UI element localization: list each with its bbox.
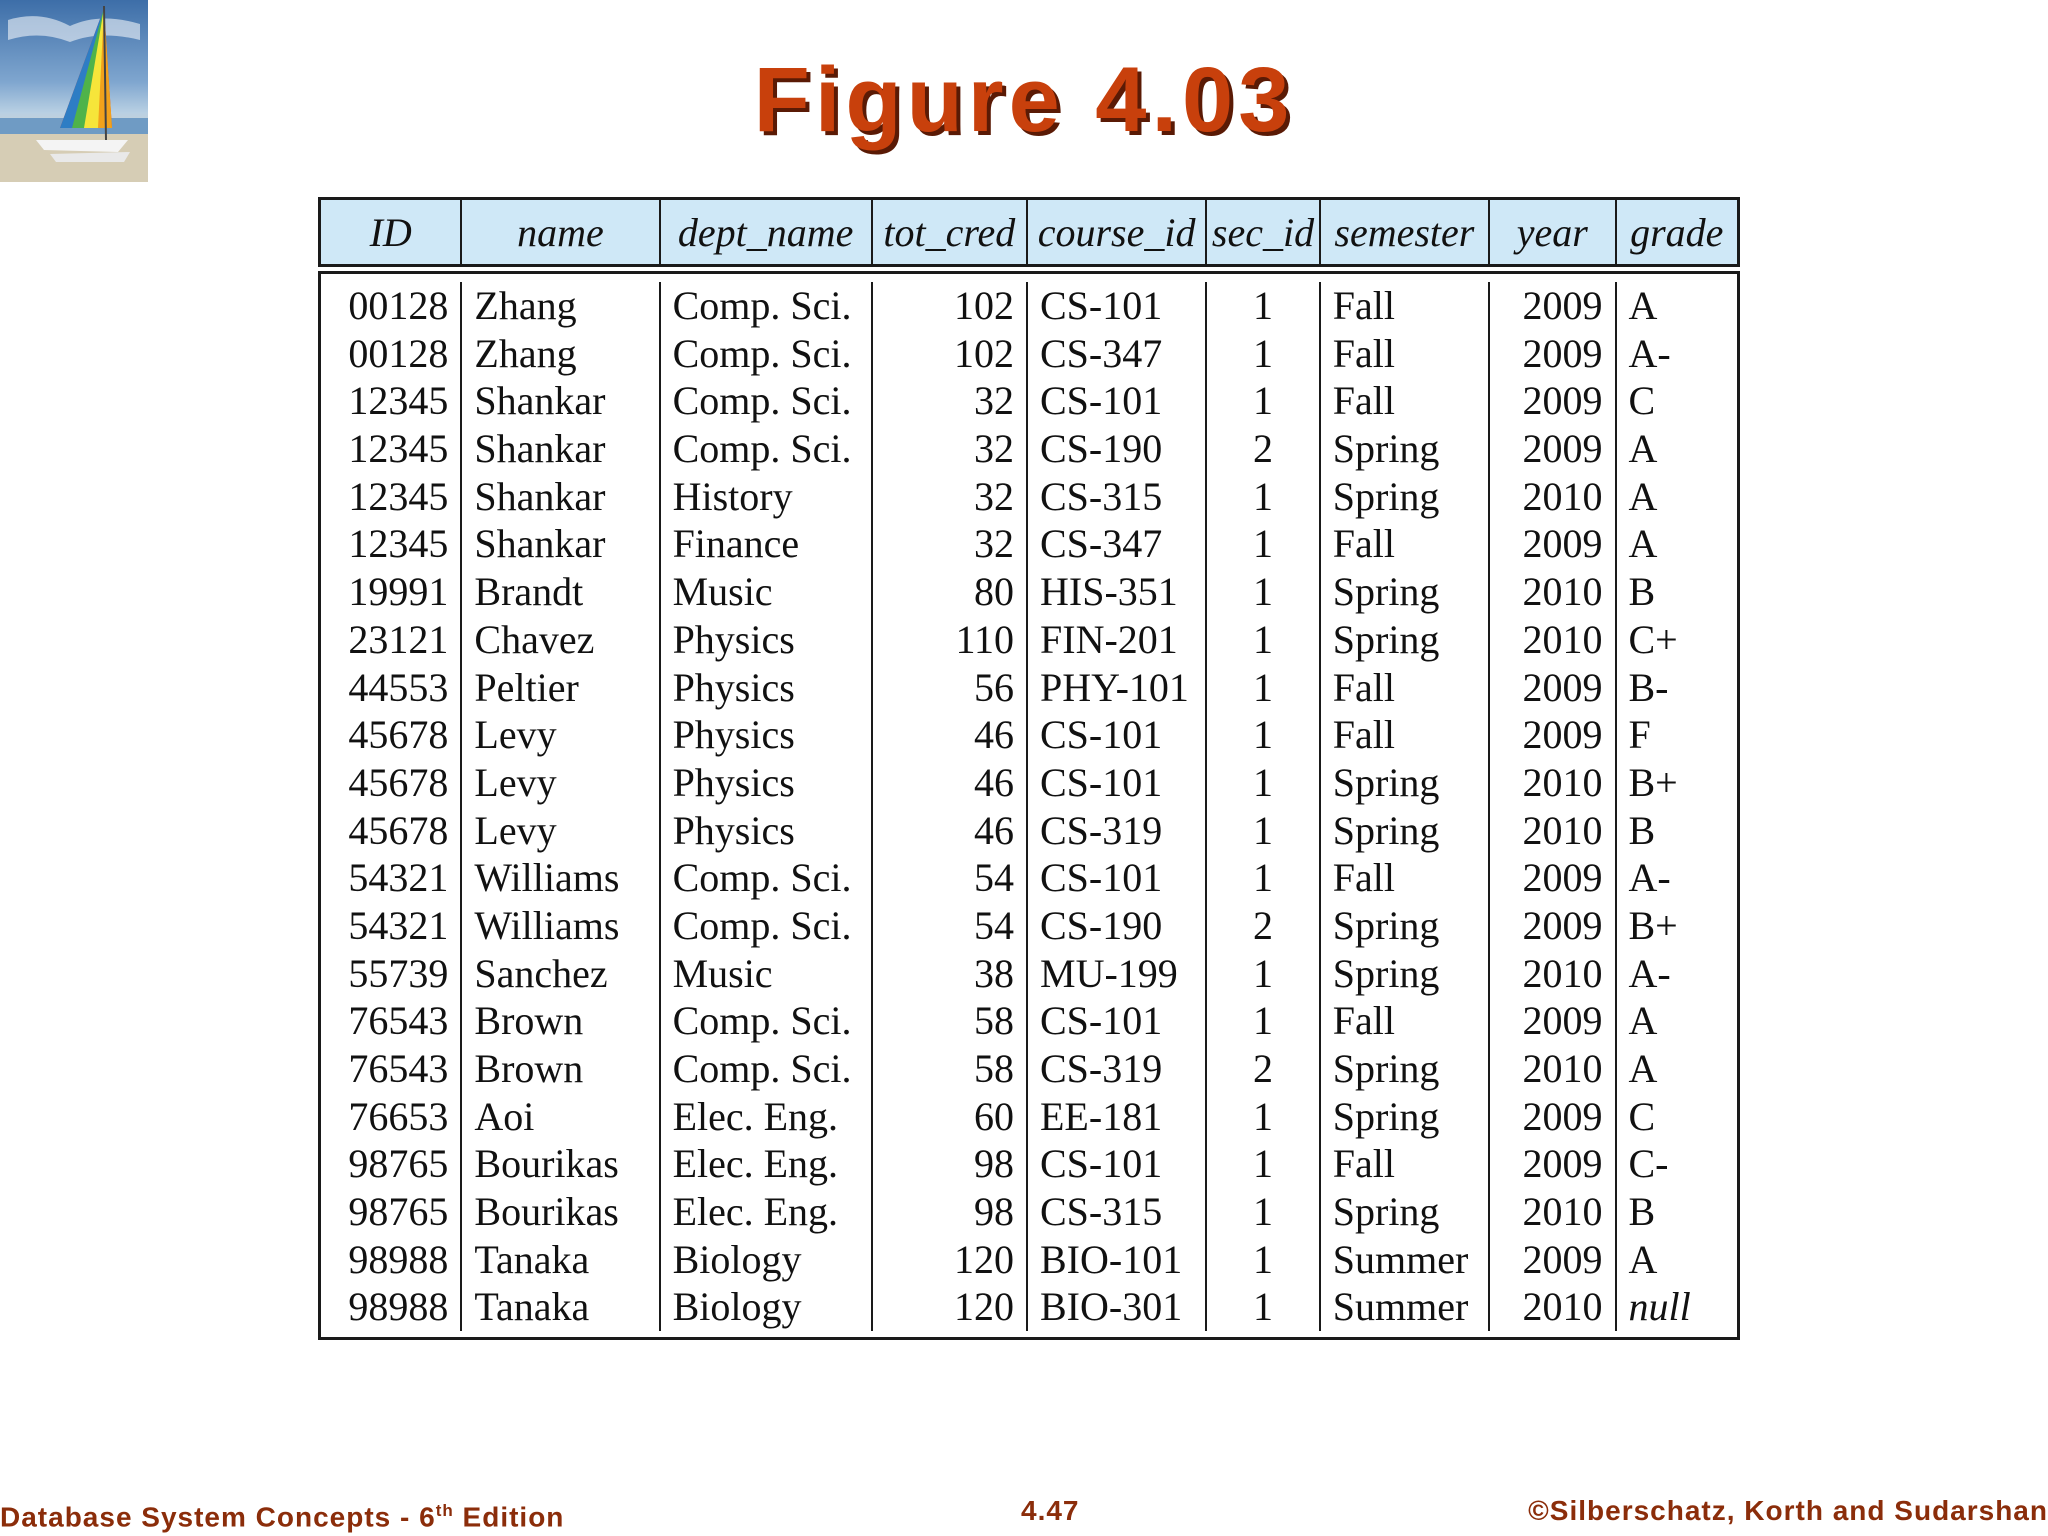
footer-edition-superscript: th — [435, 1501, 454, 1520]
table-cell-sec-id: 1 — [1252, 712, 1273, 758]
table-cell-name: Sanchez — [474, 950, 608, 996]
table-cell-semester: Fall — [1332, 378, 1395, 424]
table-cell-id: 45678 — [348, 807, 449, 853]
table-header-row — [318, 197, 1740, 267]
table-cell-year: 2009 — [1522, 1093, 1603, 1139]
table-cell-name: Shankar — [474, 473, 606, 519]
table-cell-tot-cred: 56 — [974, 664, 1014, 710]
table-cell-year: 2009 — [1522, 1236, 1603, 1282]
column-header-name: name — [462, 200, 660, 264]
footer-page-number: 4.47 — [1021, 1495, 1080, 1526]
table-cell-grade: C — [1628, 1093, 1656, 1139]
table-cell-tot-cred: 58 — [974, 998, 1014, 1044]
table-cell-dept-name: Comp. Sci. — [672, 998, 852, 1044]
table-cell-id: 98988 — [348, 1284, 449, 1330]
table-cell-grade: null — [1628, 1284, 1691, 1330]
table-cell-tot-cred: 32 — [974, 521, 1014, 567]
table-cell-id: 12345 — [348, 378, 449, 424]
table-cell-semester: Spring — [1332, 616, 1440, 662]
table-cell-id: 98765 — [348, 1189, 449, 1235]
table-cell-grade: B — [1628, 569, 1656, 615]
column-header-sec-id: sec_id — [1207, 200, 1321, 264]
table-cell-course-id: CS-101 — [1040, 1141, 1163, 1187]
table-cell-id: 44553 — [348, 664, 449, 710]
table-cell-name: Tanaka — [474, 1284, 590, 1330]
table-cell-semester: Spring — [1332, 807, 1440, 853]
table-cell-dept-name: Physics — [672, 807, 795, 853]
column-header-id: ID — [321, 200, 462, 264]
table-cell-year: 2009 — [1522, 378, 1603, 424]
table-cell-course-id: CS-315 — [1040, 473, 1163, 519]
table-cell-dept-name: Music — [672, 569, 773, 615]
data-table — [318, 197, 1740, 1340]
table-cell-sec-id: 2 — [1252, 902, 1273, 948]
table-cell-sec-id: 1 — [1252, 283, 1273, 328]
table-cell-semester: Fall — [1332, 664, 1395, 710]
table-cell-name: Levy — [474, 759, 557, 805]
table-cell-year: 2010 — [1522, 569, 1603, 615]
table-cell-year: 2010 — [1522, 1046, 1603, 1091]
table-cell-id: 00128 — [348, 330, 449, 376]
table-cell-course-id: CS-101 — [1040, 283, 1163, 328]
table-cell-sec-id: 2 — [1252, 426, 1273, 472]
table-cell-grade: B+ — [1628, 902, 1678, 948]
table-cell-course-id: EE-181 — [1040, 1093, 1163, 1139]
table-cell-dept-name: Comp. Sci. — [672, 426, 852, 472]
table-cell-sec-id: 1 — [1252, 1189, 1273, 1235]
table-cell-sec-id: 1 — [1252, 807, 1273, 853]
table-cell-grade: F — [1628, 712, 1651, 758]
table-cell-grade: C — [1628, 378, 1656, 424]
table-cell-name: Tanaka — [474, 1236, 590, 1282]
figure-title: Figure 4.03 — [753, 49, 1295, 151]
table-body — [318, 271, 1740, 1340]
table-cell-grade: A — [1628, 1046, 1658, 1091]
table-cell-year: 2009 — [1522, 664, 1603, 710]
table-cell-sec-id: 1 — [1252, 998, 1273, 1044]
table-cell-id: 54321 — [348, 855, 449, 901]
table-cell-year: 2010 — [1522, 1284, 1603, 1330]
table-cell-tot-cred: 32 — [974, 426, 1014, 472]
table-cell-id: 76653 — [348, 1093, 449, 1139]
table-cell-id: 12345 — [348, 426, 449, 472]
table-cell-course-id: CS-190 — [1040, 426, 1163, 472]
table-cell-id: 00128 — [348, 283, 449, 328]
table-cell-dept-name: Elec. Eng. — [672, 1189, 839, 1235]
table-cell-tot-cred: 32 — [974, 378, 1014, 424]
table-cell-tot-cred: 46 — [974, 807, 1014, 853]
table-cell-semester: Spring — [1332, 426, 1440, 472]
column-header-grade: grade — [1630, 209, 1724, 255]
table-cell-tot-cred: 60 — [974, 1093, 1014, 1139]
table-cell-course-id: CS-101 — [1040, 712, 1163, 758]
column-dept-name — [661, 282, 873, 1331]
table-cell-tot-cred: 54 — [974, 902, 1014, 948]
table-cell-dept-name: Comp. Sci. — [672, 902, 852, 948]
table-cell-course-id: CS-319 — [1040, 807, 1163, 853]
table-cell-dept-name: Elec. Eng. — [672, 1141, 839, 1187]
table-cell-tot-cred: 46 — [974, 712, 1014, 758]
table-cell-name: Shankar — [474, 426, 606, 472]
table-cell-course-id: FIN-201 — [1040, 616, 1178, 662]
table-cell-tot-cred: 120 — [954, 1284, 1014, 1330]
table-cell-dept-name: Comp. Sci. — [672, 283, 852, 328]
table-cell-grade: A — [1628, 521, 1658, 567]
table-cell-sec-id: 1 — [1252, 1236, 1273, 1282]
table-cell-tot-cred: 110 — [955, 616, 1014, 662]
table-cell-semester: Summer — [1332, 1236, 1469, 1282]
table-cell-semester: Fall — [1332, 998, 1395, 1044]
table-cell-dept-name: Physics — [672, 664, 795, 710]
table-cell-id: 98765 — [348, 1141, 449, 1187]
table-cell-name: Bourikas — [474, 1141, 619, 1187]
table-cell-name: Levy — [474, 712, 557, 758]
table-cell-year: 2010 — [1522, 1189, 1603, 1235]
table-cell-name: Levy — [474, 807, 557, 853]
table-cell-dept-name: Physics — [672, 712, 795, 758]
table-cell-tot-cred: 38 — [974, 950, 1014, 996]
table-cell-sec-id: 2 — [1252, 1046, 1273, 1091]
column-grade — [1617, 282, 1737, 1331]
table-cell-name: Shankar — [474, 521, 606, 567]
table-cell-id: 23121 — [348, 616, 449, 662]
table-cell-sec-id: 1 — [1252, 855, 1273, 901]
table-cell-name: Chavez — [474, 616, 595, 662]
table-cell-year: 2009 — [1522, 855, 1603, 901]
table-cell-name: Peltier — [474, 664, 579, 710]
table-cell-tot-cred: 120 — [954, 1236, 1014, 1282]
table-cell-year: 2010 — [1522, 616, 1603, 662]
table-cell-semester: Fall — [1332, 712, 1395, 758]
table-cell-semester: Spring — [1332, 569, 1440, 615]
table-cell-name: Shankar — [474, 378, 606, 424]
table-cell-semester: Summer — [1332, 1284, 1469, 1330]
table-cell-sec-id: 1 — [1252, 664, 1273, 710]
table-cell-dept-name: Physics — [672, 759, 795, 805]
table-cell-grade: A — [1628, 283, 1658, 328]
table-cell-tot-cred: 80 — [974, 569, 1014, 615]
table-cell-dept-name: Physics — [672, 616, 795, 662]
table-cell-sec-id: 1 — [1252, 1093, 1273, 1139]
table-cell-sec-id: 1 — [1252, 569, 1273, 615]
table-cell-course-id: CS-101 — [1040, 378, 1163, 424]
table-cell-grade: A — [1628, 998, 1658, 1044]
table-cell-tot-cred: 32 — [974, 473, 1014, 519]
table-cell-semester: Fall — [1332, 283, 1395, 328]
column-id — [321, 282, 462, 1331]
footer-book-title — [0, 1494, 565, 1533]
table-cell-name: Bourikas — [474, 1189, 619, 1235]
table-cell-course-id: CS-101 — [1040, 759, 1163, 805]
column-header-semester: semester — [1321, 200, 1490, 264]
table-cell-semester: Fall — [1332, 330, 1395, 376]
table-cell-name: Aoi — [474, 1093, 535, 1139]
table-cell-id: 98988 — [348, 1236, 449, 1282]
table-cell-dept-name: Finance — [672, 521, 800, 567]
table-cell-id: 12345 — [348, 521, 449, 567]
table-cell-year: 2009 — [1522, 283, 1603, 328]
table-cell-grade: A — [1628, 473, 1658, 519]
table-cell-year: 2009 — [1522, 998, 1603, 1044]
table-cell-name: Brandt — [474, 569, 584, 615]
column-year — [1490, 282, 1616, 1331]
table-cell-dept-name: Music — [672, 950, 773, 996]
table-cell-dept-name: Comp. Sci. — [672, 378, 852, 424]
table-cell-semester: Spring — [1332, 759, 1440, 805]
table-cell-course-id: HIS-351 — [1040, 569, 1178, 615]
table-cell-name: Brown — [474, 1046, 584, 1091]
table-cell-course-id: CS-101 — [1040, 855, 1163, 901]
table-cell-semester: Fall — [1332, 1141, 1395, 1187]
table-cell-course-id: MU-199 — [1040, 950, 1178, 996]
table-cell-id: 55739 — [348, 950, 449, 996]
footer-copyright: ©Silberschatz, Korth and Sudarshan — [1528, 1495, 2048, 1526]
table-cell-id: 45678 — [348, 759, 449, 805]
table-cell-course-id: BIO-301 — [1040, 1284, 1183, 1330]
table-cell-dept-name: History — [672, 473, 793, 519]
table-cell-id: 19991 — [348, 569, 449, 615]
table-cell-sec-id: 1 — [1252, 521, 1273, 567]
footer-edition-text: Edition — [453, 1501, 565, 1533]
table-cell-grade: B — [1628, 807, 1656, 853]
table-cell-name: Williams — [474, 902, 620, 948]
table-cell-sec-id: 1 — [1252, 1284, 1273, 1330]
column-course-id — [1028, 282, 1207, 1331]
table-cell-tot-cred: 54 — [974, 855, 1014, 901]
table-cell-course-id: PHY-101 — [1040, 664, 1189, 710]
table-cell-year: 2009 — [1522, 521, 1603, 567]
table-cell-name: Williams — [474, 855, 620, 901]
table-cell-semester: Spring — [1332, 473, 1440, 519]
table-cell-semester: Spring — [1332, 1189, 1440, 1235]
table-cell-year: 2009 — [1522, 902, 1603, 948]
table-cell-dept-name: Elec. Eng. — [672, 1093, 839, 1139]
column-tot-cred — [873, 282, 1028, 1331]
table-cell-name: Brown — [474, 998, 584, 1044]
table-cell-grade: B- — [1628, 664, 1669, 710]
table-cell-tot-cred: 58 — [974, 1046, 1014, 1091]
table-cell-course-id: CS-190 — [1040, 902, 1163, 948]
table-cell-dept-name: Comp. Sci. — [672, 330, 852, 376]
table-cell-dept-name: Biology — [672, 1236, 802, 1282]
footer-book-title-text: Database System Concepts - 6 — [0, 1501, 436, 1533]
table-cell-semester: Fall — [1332, 855, 1395, 901]
table-cell-id: 76543 — [348, 1046, 449, 1091]
table-cell-course-id: CS-101 — [1040, 998, 1163, 1044]
table-cell-grade: B+ — [1628, 759, 1678, 805]
column-name — [462, 282, 660, 1331]
table-cell-year: 2009 — [1522, 426, 1603, 472]
table-cell-semester: Fall — [1332, 521, 1395, 567]
table-cell-tot-cred: 46 — [974, 759, 1014, 805]
table-cell-semester: Spring — [1332, 950, 1440, 996]
table-cell-year: 2009 — [1522, 712, 1603, 758]
table-cell-sec-id: 1 — [1252, 330, 1273, 376]
column-semester — [1321, 282, 1490, 1331]
table-cell-id: 12345 — [348, 473, 449, 519]
table-cell-id: 45678 — [348, 712, 449, 758]
table-cell-semester: Spring — [1332, 1093, 1440, 1139]
table-cell-course-id: BIO-101 — [1040, 1236, 1183, 1282]
table-cell-grade: B — [1628, 1189, 1656, 1235]
table-cell-sec-id: 1 — [1252, 378, 1273, 424]
table-cell-name: Zhang — [474, 283, 577, 328]
table-cell-grade: C- — [1628, 1141, 1669, 1187]
table-cell-course-id: CS-347 — [1040, 521, 1163, 567]
table-cell-grade: A — [1628, 1236, 1658, 1282]
column-sec-id — [1207, 282, 1321, 1331]
table-cell-course-id: CS-319 — [1040, 1046, 1163, 1091]
table-cell-year: 2010 — [1522, 473, 1603, 519]
table-cell-year: 2010 — [1522, 950, 1603, 996]
table-cell-year: 2009 — [1522, 330, 1603, 376]
table-cell-grade: A- — [1628, 855, 1671, 901]
table-cell-grade: A — [1628, 426, 1658, 472]
table-cell-sec-id: 1 — [1252, 473, 1273, 519]
table-cell-semester: Spring — [1332, 1046, 1440, 1091]
table-cell-grade: A- — [1628, 330, 1671, 376]
column-header-dept-name: dept_name — [661, 200, 873, 264]
table-cell-sec-id: 1 — [1252, 1141, 1273, 1187]
column-header-year: year — [1490, 200, 1616, 264]
table-cell-dept-name: Comp. Sci. — [672, 1046, 852, 1091]
table-cell-tot-cred: 102 — [954, 283, 1014, 328]
table-cell-name: Zhang — [474, 330, 577, 376]
table-cell-course-id: CS-315 — [1040, 1189, 1163, 1235]
table-cell-id: 76543 — [348, 998, 449, 1044]
column-header-tot-cred: tot_cred — [873, 200, 1028, 264]
table-cell-sec-id: 1 — [1252, 616, 1273, 662]
table-cell-semester: Spring — [1332, 902, 1440, 948]
table-cell-year: 2010 — [1522, 759, 1603, 805]
column-header-course-id: course_id — [1028, 200, 1207, 264]
table-cell-tot-cred: 98 — [974, 1189, 1014, 1235]
table-cell-tot-cred: 102 — [954, 330, 1014, 376]
table-cell-year: 2009 — [1522, 1141, 1603, 1187]
table-cell-grade: C+ — [1628, 616, 1678, 662]
table-cell-dept-name: Biology — [672, 1284, 802, 1330]
table-cell-year: 2010 — [1522, 807, 1603, 853]
table-cell-dept-name: Comp. Sci. — [672, 855, 852, 901]
table-cell-course-id: CS-347 — [1040, 330, 1163, 376]
table-cell-tot-cred: 98 — [974, 1141, 1014, 1187]
table-cell-grade: A- — [1628, 950, 1671, 996]
table-cell-sec-id: 1 — [1252, 759, 1273, 805]
table-cell-sec-id: 1 — [1252, 950, 1273, 996]
table-cell-id: 54321 — [348, 902, 449, 948]
